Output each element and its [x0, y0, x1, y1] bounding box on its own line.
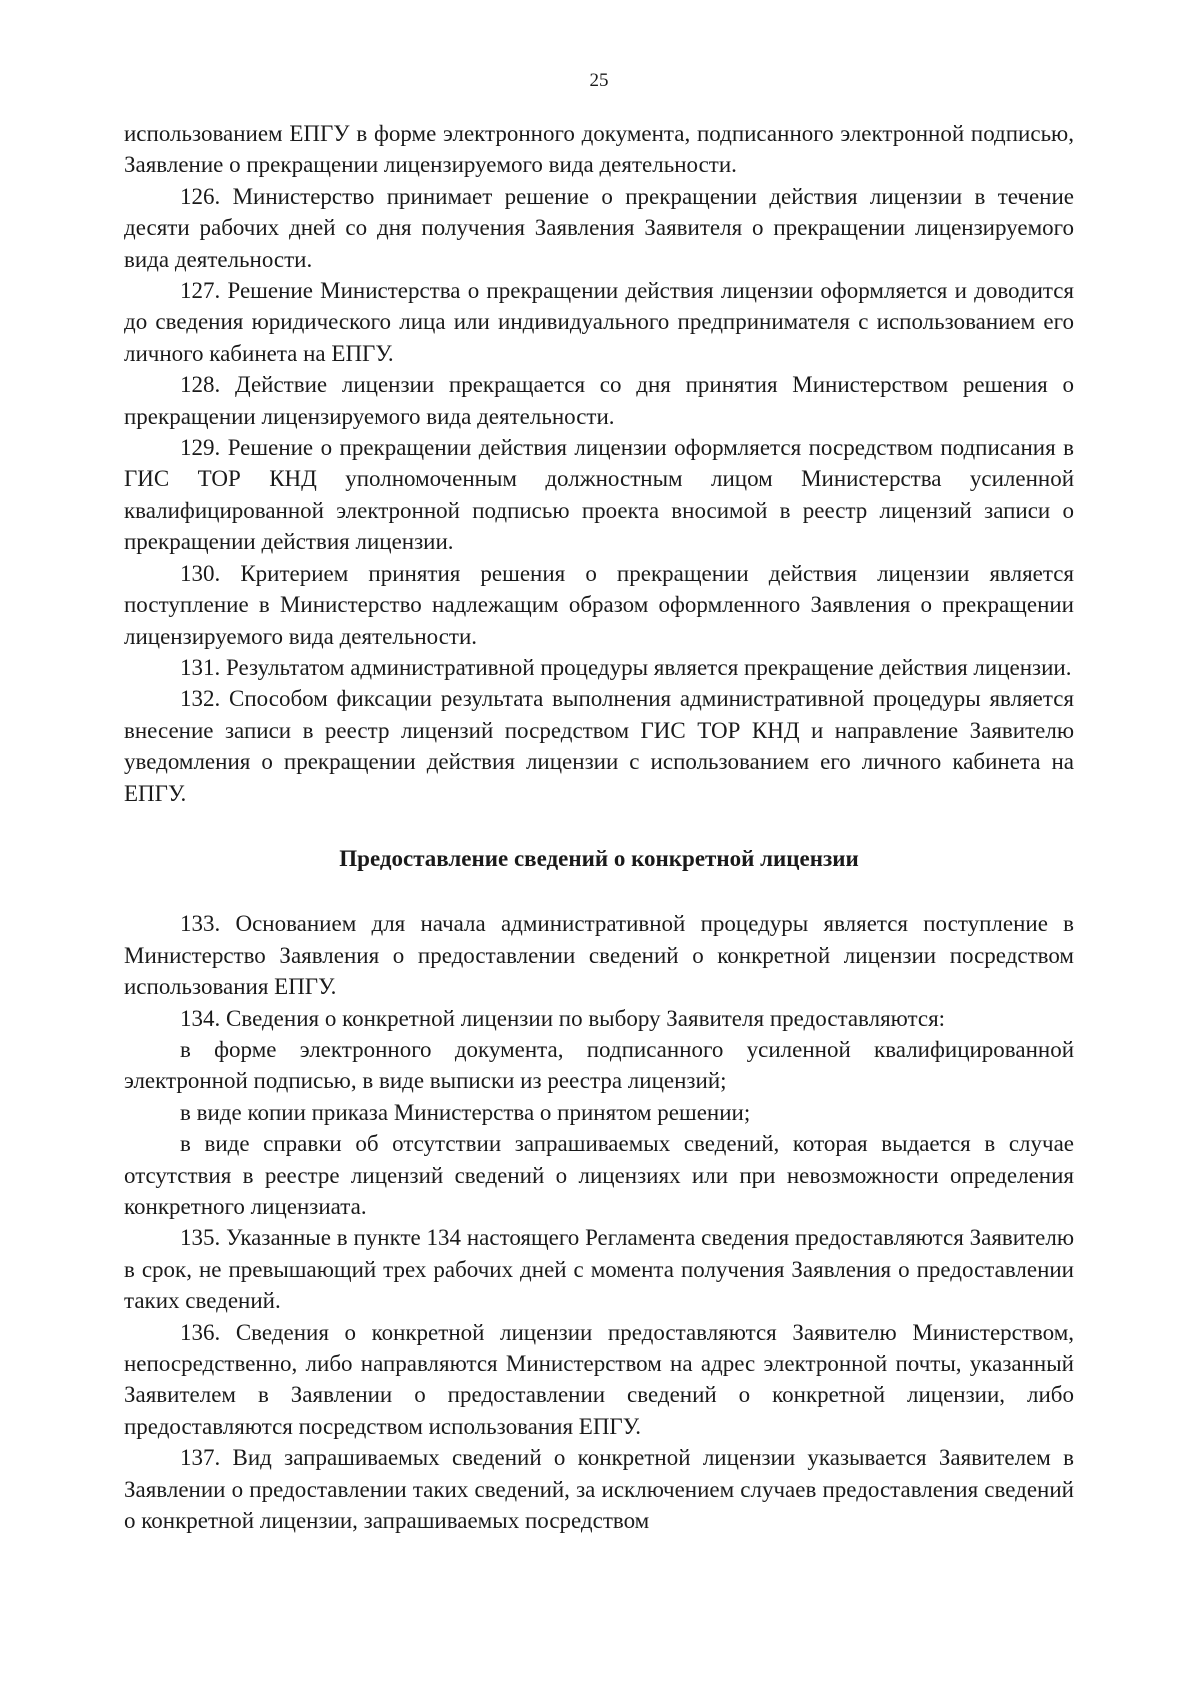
paragraph-130: 130. Критерием принятия решения о прекращении действия лицензии является поступление в Министерство надлежащим образом оформленного Заявления о прекращении лицензируемого вида деятельности.: [124, 560, 1074, 649]
paragraph-128: 128. Действие лицензии прекращается со дня принятия Министерством решения о прекращении лицензируемого вида деятельности.: [124, 372, 1074, 429]
page-number: 25: [589, 70, 609, 91]
paragraph-133: 133. Основанием для начала административной процедуры является поступление в Министерство Заявления о предоставлении сведений о конкретной лицензии посредством использования ЕПГУ.: [124, 911, 1074, 1000]
paragraph-135: 135. Указанные в пункте 134 настоящего Регламента сведения предоставляются Заявителю в срок, не превышающий трех рабочих дней с момента получения Заявления о предоставлении таких сведений.: [124, 1225, 1074, 1314]
paragraph-136: 136. Сведения о конкретной лицензии предоставляются Заявителю Министерством, непосредственно, либо направляются Министерством на адрес электронной почты, указанный Заявителем в Заявлении о предоставлении сведений о конкретной лицензии, либо предоставляются посредством использования ЕПГУ.: [124, 1319, 1074, 1439]
paragraph-129: 129. Решение о прекращении действия лицензии оформляется посредством подписания в ГИС ТОР КНД уполномоченным должностным лицом Министерства усиленной квалифицированной электронной подписью проекта вносимой в реестр лицензий записи о прекращении действия лицензии.: [124, 435, 1074, 555]
paragraph-134-item-certificate: в виде справки об отсутствии запрашиваемых сведений, которая выдается в случае отсутствия в реестре лицензий сведений о лицензиях или при невозможности определения конкретного лицензиата.: [124, 1131, 1074, 1219]
paragraph-127: 127. Решение Министерства о прекращении действия лицензии оформляется и доводится до сведения юридического лица или индивидуального предпринимателя с использованием его личного кабинета на ЕПГУ.: [124, 278, 1074, 366]
paragraph-134-item-order-copy: в виде копии приказа Министерства о принятом решении;: [180, 1099, 751, 1125]
paragraph-131: 131. Результатом административной процедуры является прекращение действия лицензии.: [180, 654, 1072, 680]
paragraph-137: 137. Вид запрашиваемых сведений о конкретной лицензии указывается Заявителем в Заявлении о предоставлении таких сведений, за исключением случаев предоставления сведений о конкретной лицензии, запрашиваемых посредством: [124, 1445, 1074, 1534]
document-page: [124, 68, 1074, 1536]
paragraph-134: 134. Сведения о конкретной лицензии по выбору Заявителя предоставляются:: [180, 1005, 946, 1031]
paragraph-continuation: использованием ЕПГУ в форме электронного документа, подписанного электронной подписью, Заявление о прекращении лицензируемого вида деятельности.: [124, 121, 1074, 178]
paragraph-126: 126. Министерство принимает решение о прекращении действия лицензии в течение десяти рабочих дней со дня получения Заявления Заявителя о прекращении лицензируемого вида деятельности.: [124, 183, 1074, 272]
paragraph-132: 132. Способом фиксации результата выполнения административной процедуры является внесение записи в реестр лицензий посредством ГИС ТОР КНД и направление Заявителю уведомления о прекращении действия лицензии с использованием его личного кабинета на ЕПГУ.: [124, 686, 1074, 806]
paragraph-134-item-electronic: в форме электронного документа, подписанного усиленной квалифицированной электронной подписью, в виде выписки из реестра лицензий;: [124, 1036, 1074, 1094]
section-heading: Предоставление сведений о конкретной лицензии: [339, 845, 859, 871]
